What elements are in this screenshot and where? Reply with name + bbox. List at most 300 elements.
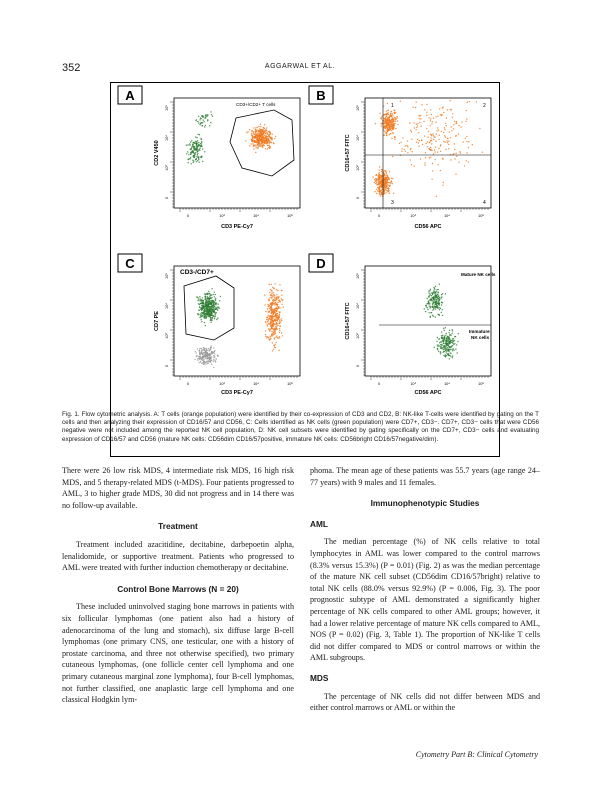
event-dot [397, 124, 398, 125]
event-dot [193, 155, 194, 156]
event-dot [213, 294, 214, 295]
event-dot [266, 319, 267, 320]
event-dot [427, 303, 428, 304]
event-dot [454, 343, 455, 344]
event-dot [447, 347, 448, 348]
event-dot [264, 138, 265, 139]
event-dot [202, 148, 203, 149]
event-dot [271, 284, 272, 285]
panel-b-ylabel: CD16+57 FITC [345, 134, 351, 172]
event-dot [448, 332, 449, 333]
event-dot [443, 347, 444, 348]
event-dot [202, 303, 203, 304]
event-dot [451, 130, 452, 131]
event-dot [192, 144, 193, 145]
event-dot [428, 312, 429, 313]
event-dot [384, 175, 385, 176]
event-dot [212, 315, 213, 316]
event-dot [450, 137, 451, 138]
event-dot [257, 127, 258, 128]
event-dot [253, 132, 254, 133]
event-dot [433, 287, 434, 288]
event-dot [199, 351, 200, 352]
event-dot [384, 193, 385, 194]
event-dot [391, 128, 392, 129]
event-dot [204, 322, 205, 323]
event-dot [272, 296, 273, 297]
event-dot [254, 134, 255, 135]
event-dot [265, 321, 266, 322]
event-dot [205, 115, 206, 116]
y-tick-label: 0 [165, 364, 169, 368]
event-dot [203, 119, 204, 120]
event-dot [274, 138, 275, 139]
event-dot [278, 298, 279, 299]
event-dot [435, 301, 436, 302]
right-column [310, 465, 540, 714]
event-dot [389, 179, 390, 180]
event-dot [259, 134, 260, 135]
event-dot [196, 161, 197, 162]
event-dot [433, 139, 434, 140]
y-tick-label: 10⁴ [356, 135, 360, 141]
event-dot [197, 121, 198, 122]
event-dot [267, 145, 268, 146]
event-dot [390, 123, 391, 124]
event-dot [432, 307, 433, 308]
event-dot [439, 309, 440, 310]
event-dot [271, 297, 272, 298]
event-dot [193, 160, 194, 161]
event-dot [386, 115, 387, 116]
event-dot [269, 142, 270, 143]
event-dot [279, 320, 280, 321]
event-dot [375, 181, 376, 182]
event-dot [274, 283, 275, 284]
event-dot [451, 126, 452, 127]
event-dot [250, 143, 251, 144]
event-dot [449, 340, 450, 341]
event-dot [207, 119, 208, 120]
event-dot [279, 300, 280, 301]
event-dot [446, 333, 447, 334]
x-tick-label: 10³ [410, 214, 416, 218]
event-dot [279, 319, 280, 320]
event-dot [205, 315, 206, 316]
event-dot [435, 151, 436, 152]
event-dot [275, 136, 276, 137]
event-dot [456, 121, 457, 122]
event-dot [433, 297, 434, 298]
event-dot [387, 120, 388, 121]
event-dot [393, 124, 394, 125]
event-dot [260, 124, 261, 125]
event-dot [425, 311, 426, 312]
event-dot [439, 342, 440, 343]
event-dot [272, 134, 273, 135]
event-dot [271, 293, 272, 294]
event-dot [252, 143, 253, 144]
event-dot [259, 128, 260, 129]
event-dot [191, 151, 192, 152]
event-dot [258, 126, 259, 127]
event-dot [379, 178, 380, 179]
event-dot [430, 289, 431, 290]
event-dot [214, 360, 215, 361]
mds-paragraph: The percentage of NK cells did not differ between MDS and either control marrows or AML or within the [310, 691, 540, 713]
event-dot [199, 300, 200, 301]
event-dot [203, 311, 204, 312]
event-dot [203, 313, 204, 314]
event-dot [279, 337, 280, 338]
event-dot [273, 309, 274, 310]
panel-a-plot-area [174, 98, 300, 208]
y-tick-label: 10⁵ [356, 105, 360, 111]
event-dot [271, 322, 272, 323]
event-dot [389, 127, 390, 128]
event-dot [434, 289, 435, 290]
event-dot [430, 137, 431, 138]
event-dot [431, 140, 432, 141]
event-dot [435, 141, 436, 142]
event-dot [444, 330, 445, 331]
event-dot [199, 124, 200, 125]
event-dot [198, 144, 199, 145]
panel-b-quad-3: 3 [391, 200, 394, 206]
event-dot [458, 162, 459, 163]
event-dot [209, 355, 210, 356]
event-dot [204, 117, 205, 118]
event-dot [441, 304, 442, 305]
event-dot [271, 331, 272, 332]
event-dot [454, 336, 455, 337]
event-dot [265, 330, 266, 331]
event-dot [380, 117, 381, 118]
event-dot [271, 305, 272, 306]
event-dot [381, 176, 382, 177]
x-tick-label: 10³ [219, 214, 225, 218]
event-dot [251, 131, 252, 132]
event-dot [199, 306, 200, 307]
event-dot [380, 191, 381, 192]
x-tick-label: 0 [377, 214, 381, 218]
event-dot [268, 145, 269, 146]
event-dot [372, 176, 373, 177]
event-dot [389, 120, 390, 121]
event-dot [263, 131, 264, 132]
event-dot [401, 151, 402, 152]
event-dot [270, 309, 271, 310]
event-dot [418, 115, 419, 116]
panel-d-label: D [316, 256, 326, 271]
event-dot [436, 341, 437, 342]
event-dot [433, 135, 434, 136]
event-dot [200, 361, 201, 362]
event-dot [207, 293, 208, 294]
event-dot [452, 345, 453, 346]
event-dot [395, 119, 396, 120]
event-dot [437, 294, 438, 295]
event-dot [443, 328, 444, 329]
event-dot [205, 304, 206, 305]
event-dot [276, 324, 277, 325]
event-dot [379, 166, 380, 167]
event-dot [412, 107, 413, 108]
event-dot [410, 149, 411, 150]
event-dot [201, 314, 202, 315]
event-dot [260, 126, 261, 127]
event-dot [385, 183, 386, 184]
event-dot [271, 335, 272, 336]
event-dot [396, 116, 397, 117]
event-dot [208, 303, 209, 304]
event-dot [270, 325, 271, 326]
event-dot [441, 302, 442, 303]
event-dot [392, 178, 393, 179]
event-dot [199, 359, 200, 360]
event-dot [444, 129, 445, 130]
event-dot [212, 317, 213, 318]
event-dot [386, 190, 387, 191]
event-dot [205, 352, 206, 353]
event-dot [458, 333, 459, 334]
event-dot [441, 312, 442, 313]
event-dot [281, 318, 282, 319]
event-dot [381, 123, 382, 124]
event-dot [271, 290, 272, 291]
event-dot [416, 127, 417, 128]
event-dot [453, 348, 454, 349]
event-dot [435, 294, 436, 295]
event-dot [430, 293, 431, 294]
event-dot [268, 300, 269, 301]
event-dot [384, 131, 385, 132]
event-dot [271, 137, 272, 138]
event-dot [437, 127, 438, 128]
event-dot [267, 304, 268, 305]
event-dot [214, 357, 215, 358]
event-dot [203, 348, 204, 349]
event-dot [207, 115, 208, 116]
event-dot [426, 143, 427, 144]
event-dot [448, 144, 449, 145]
event-dot [445, 142, 446, 143]
event-dot [482, 152, 483, 153]
event-dot [264, 294, 265, 295]
event-dot [258, 142, 259, 143]
event-dot [386, 111, 387, 112]
event-dot [210, 322, 211, 323]
aml-heading: AML [310, 518, 328, 529]
event-dot [277, 296, 278, 297]
event-dot [277, 338, 278, 339]
event-dot [268, 299, 269, 300]
event-dot [268, 337, 269, 338]
event-dot [201, 300, 202, 301]
event-dot [443, 112, 444, 113]
event-dot [456, 135, 457, 136]
event-dot [204, 354, 205, 355]
event-dot [386, 126, 387, 127]
event-dot [390, 115, 391, 116]
event-dot [268, 315, 269, 316]
event-dot [384, 121, 385, 122]
event-dot [211, 363, 212, 364]
event-dot [268, 311, 269, 312]
event-dot [410, 148, 411, 149]
event-dot [424, 162, 425, 163]
event-dot [272, 326, 273, 327]
event-dot [434, 136, 435, 137]
event-dot [387, 130, 388, 131]
event-dot [220, 296, 221, 297]
event-dot [445, 335, 446, 336]
panel-a-label: A [125, 88, 135, 103]
event-dot [434, 149, 435, 150]
event-dot [252, 138, 253, 139]
event-dot [210, 352, 211, 353]
event-dot [384, 170, 385, 171]
event-dot [251, 133, 252, 134]
event-dot [203, 116, 204, 117]
event-dot [205, 125, 206, 126]
event-dot [190, 158, 191, 159]
x-tick-label: 10⁴ [253, 214, 259, 218]
event-dot [197, 359, 198, 360]
y-tick-label: 10⁴ [356, 303, 360, 309]
event-dot [448, 341, 449, 342]
event-dot [271, 319, 272, 320]
event-dot [207, 315, 208, 316]
event-dot [200, 146, 201, 147]
left-column [62, 465, 294, 706]
event-dot [390, 125, 391, 126]
event-dot [466, 160, 467, 161]
event-dot [279, 332, 280, 333]
event-dot [205, 310, 206, 311]
event-dot [432, 306, 433, 307]
x-tick-label: 10⁵ [287, 382, 293, 386]
event-dot [255, 135, 256, 136]
event-dot [203, 361, 204, 362]
event-dot [258, 130, 259, 131]
event-dot [464, 165, 465, 166]
event-dot [406, 145, 407, 146]
event-dot [438, 129, 439, 130]
event-dot [275, 318, 276, 319]
panel-a-gate-label: CD3+/CD2+ T cells [236, 102, 276, 107]
event-dot [277, 305, 278, 306]
event-dot [441, 337, 442, 338]
event-dot [436, 289, 437, 290]
event-dot [415, 107, 416, 108]
y-tick-label: 0 [165, 196, 169, 200]
event-dot [274, 300, 275, 301]
event-dot [442, 338, 443, 339]
event-dot [381, 183, 382, 184]
event-dot [186, 153, 187, 154]
event-dot [381, 187, 382, 188]
event-dot [443, 339, 444, 340]
event-dot [277, 316, 278, 317]
event-dot [272, 287, 273, 288]
panel-c-label: C [125, 256, 135, 271]
event-dot [199, 350, 200, 351]
event-dot [208, 291, 209, 292]
event-dot [270, 321, 271, 322]
event-dot [261, 141, 262, 142]
event-dot [198, 303, 199, 304]
event-dot [430, 125, 431, 126]
event-dot [267, 324, 268, 325]
event-dot [204, 350, 205, 351]
event-dot [196, 137, 197, 138]
event-dot [446, 125, 447, 126]
event-dot [213, 347, 214, 348]
event-dot [281, 320, 282, 321]
event-dot [203, 301, 204, 302]
event-dot [392, 183, 393, 184]
event-dot [200, 156, 201, 157]
event-dot [277, 318, 278, 319]
event-dot [393, 123, 394, 124]
event-dot [209, 293, 210, 294]
event-dot [385, 186, 386, 187]
event-dot [194, 143, 195, 144]
event-dot [255, 152, 256, 153]
event-dot [410, 130, 411, 131]
event-dot [259, 131, 260, 132]
event-dot [204, 121, 205, 122]
event-dot [194, 149, 195, 150]
event-dot [274, 338, 275, 339]
event-dot [198, 362, 199, 363]
event-dot [459, 151, 460, 152]
event-dot [214, 306, 215, 307]
event-dot [451, 333, 452, 334]
event-dot [424, 109, 425, 110]
panel-c-xlabel: CD3 PE-Cy7 [221, 390, 253, 396]
event-dot [273, 349, 274, 350]
event-dot [430, 120, 431, 121]
event-dot [385, 128, 386, 129]
event-dot [436, 133, 437, 134]
event-dot [390, 133, 391, 134]
event-dot [274, 333, 275, 334]
event-dot [252, 140, 253, 141]
event-dot [270, 304, 271, 305]
event-dot [390, 182, 391, 183]
event-dot [276, 298, 277, 299]
event-dot [259, 137, 260, 138]
event-dot [379, 193, 380, 194]
event-dot [376, 189, 377, 190]
event-dot [383, 118, 384, 119]
event-dot [426, 304, 427, 305]
event-dot [195, 159, 196, 160]
x-tick-label: 0 [186, 214, 190, 218]
event-dot [385, 122, 386, 123]
event-dot [275, 316, 276, 317]
event-dot [203, 300, 204, 301]
event-dot [381, 179, 382, 180]
event-dot [210, 295, 211, 296]
event-dot [400, 101, 401, 102]
event-dot [264, 140, 265, 141]
event-dot [434, 291, 435, 292]
event-dot [215, 299, 216, 300]
event-dot [267, 321, 268, 322]
